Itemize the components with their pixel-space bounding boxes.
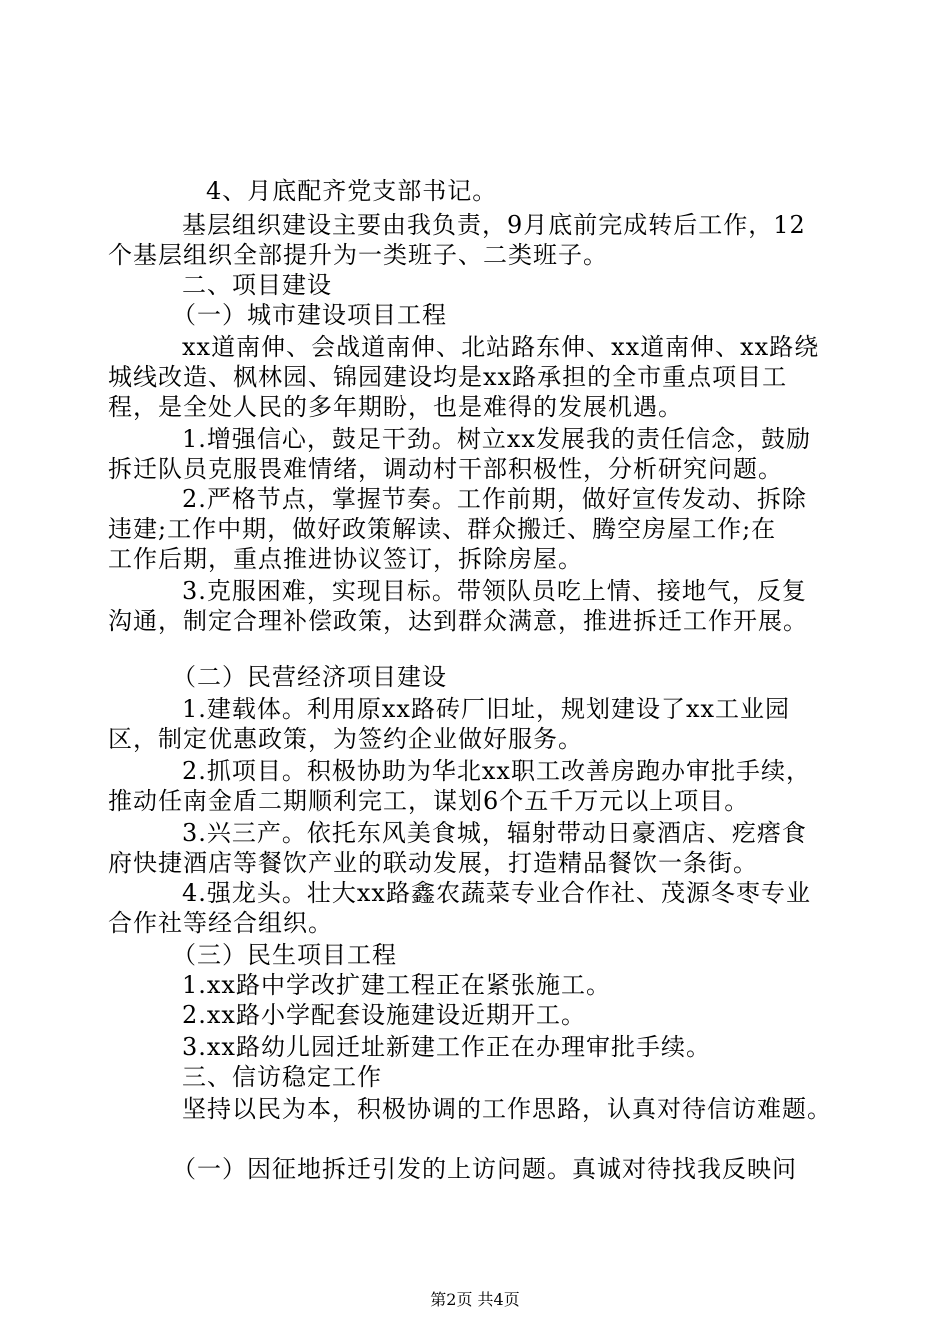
paragraph-line: 工作后期，重点推进协议签订，拆除房屋。 (108, 545, 583, 573)
paragraph-line: 4、月底配齐党支部书记。 (206, 177, 498, 205)
list-item: 1.xx路中学改扩建工程正在紧张施工。 (182, 971, 611, 999)
list-item: 3.xx路幼儿园迁址新建工作正在办理审批手续。 (182, 1033, 711, 1061)
paragraph-line: 坚持以民为本，积极协调的工作思路，认真对待信访难题。 (182, 1095, 832, 1123)
paragraph-line: 2.严格节点，掌握节奏。工作前期，做好宣传发动、拆除 (182, 485, 807, 513)
paragraph-line: xx道南伸、会战道南伸、北站路东伸、xx道南伸、xx路绕 (182, 333, 820, 361)
paragraph-line: 合作社等经合组织。 (108, 909, 333, 937)
paragraph-line: 违建;工作中期，做好政策解读、群众搬迁、腾空房屋工作;在 (108, 515, 777, 543)
paragraph-line: 程，是全处人民的多年期盼，也是难得的发展机遇。 (108, 393, 683, 421)
paragraph-line: （一）因征地拆迁引发的上访问题。真诚对待找我反映问 (172, 1155, 797, 1183)
paragraph-line: 3.克服困难，实现目标。带领队员吃上情、接地气，反复 (182, 577, 807, 605)
paragraph-line: 1.增强信心，鼓足干劲。树立xx发展我的责任信念，鼓励 (182, 425, 811, 453)
paragraph-line: 沟通，制定合理补偿政策，达到群众满意，推进拆迁工作开展。 (108, 607, 808, 635)
section-heading: 二、项目建设 (182, 271, 332, 299)
paragraph-line: 推动任南金盾二期顺利完工，谋划6个五千万元以上项目。 (108, 787, 750, 815)
paragraph-line: 府快捷酒店等餐饮产业的联动发展，打造精品餐饮一条街。 (108, 849, 758, 877)
paragraph-line: 2.抓项目。积极协助为华北xx职工改善房跑办审批手续， (182, 757, 811, 785)
paragraph-line: 个基层组织全部提升为一类班子、二类班子。 (108, 241, 608, 269)
paragraph-line: 拆迁队员克服畏难情绪，调动村干部积极性，分析研究问题。 (108, 455, 783, 483)
page-number-footer: 第2页 共4页 (430, 1290, 520, 1309)
subsection-heading: （二）民营经济项目建设 (172, 663, 447, 691)
paragraph-line: 城线改造、枫林园、锦园建设均是xx路承担的全市重点项目工 (108, 363, 788, 391)
subsection-heading: （三）民生项目工程 (172, 941, 397, 969)
paragraph-line: 1.建载体。利用原xx路砖厂旧址，规划建设了xx工业园 (182, 695, 791, 723)
subsection-heading: （一）城市建设项目工程 (172, 301, 447, 329)
list-item: 2.xx路小学配套设施建设近期开工。 (182, 1001, 586, 1029)
paragraph-line: 区，制定优惠政策，为签约企业做好服务。 (108, 725, 583, 753)
paragraph-line: 基层组织建设主要由我负责，9月底前完成转后工作，12 (182, 211, 806, 239)
section-heading: 三、信访稳定工作 (182, 1063, 382, 1091)
paragraph-line: 3.兴三产。依托东风美食城，辐射带动日豪酒店、疙瘩食 (182, 819, 807, 847)
paragraph-line: 4.强龙头。壮大xx路鑫农蔬菜专业合作社、茂源冬枣专业 (182, 879, 811, 907)
